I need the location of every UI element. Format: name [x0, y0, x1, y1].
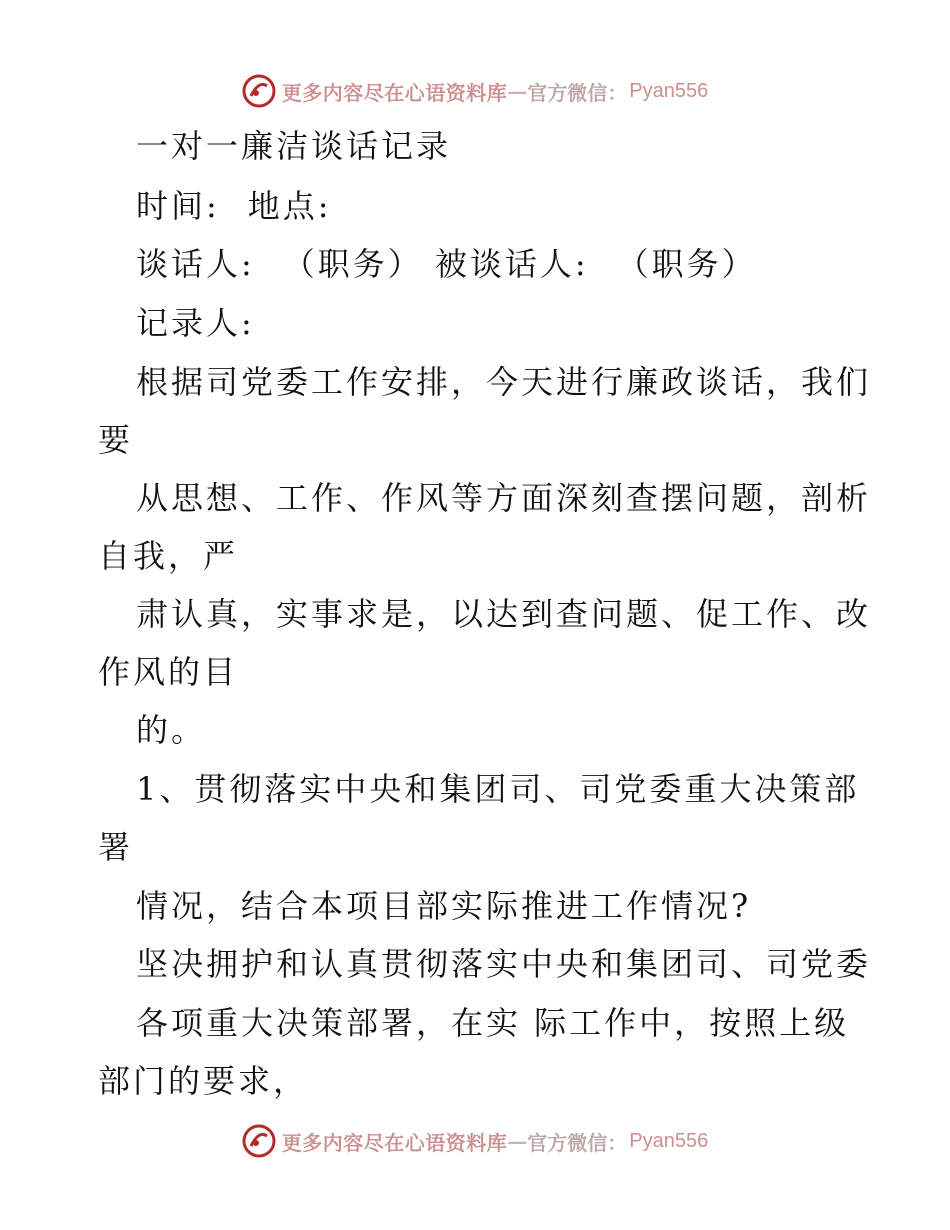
- paragraph-line: 情况，结合本项目部实际推进工作情况?: [136, 887, 752, 925]
- watermark-wechat-id: Pyan556: [629, 1129, 709, 1152]
- paragraph-line: 根据司党委工作安排，今天进行廉政谈话，我们: [136, 363, 872, 401]
- paragraph-line: 的。: [136, 711, 207, 749]
- paragraph-line: 自我，严: [98, 537, 239, 575]
- talkee-label: 被谈话人:: [434, 245, 589, 283]
- paragraph-line: 署: [98, 828, 134, 866]
- logo-icon: [242, 74, 276, 108]
- watermark-wechat-label: 官方微信：: [527, 1130, 628, 1155]
- talker-position: （职务）: [282, 245, 423, 283]
- paragraph-line: 从思想、工作、作风等方面深刻查摆问题，剖析: [136, 479, 872, 517]
- paragraph-line: 各项重大决策部署，在实 际工作中，按照上级: [136, 1004, 850, 1042]
- document-title: 一对一廉洁谈话记录: [136, 127, 452, 165]
- paragraph-line: 肃认真，实事求是，以达到查问题、促工作、改: [136, 595, 872, 633]
- watermark-wechat-label: 官方微信：: [527, 80, 628, 105]
- logo-icon: [242, 1124, 276, 1158]
- recorder-label: 记录人:: [136, 304, 255, 342]
- paragraph-line: 作风的目: [98, 653, 239, 691]
- time-label: 时间:: [136, 187, 220, 225]
- talker-label: 谈话人:: [136, 245, 255, 283]
- paragraph-line: 部门的要求，: [98, 1062, 309, 1100]
- paragraph-line: 要: [98, 421, 134, 459]
- participants-row: [136, 244, 757, 284]
- talkee-position: （职务）: [616, 245, 757, 283]
- time-place-row: [136, 186, 332, 226]
- header-watermark: [0, 71, 950, 111]
- watermark-separator: —: [507, 79, 528, 103]
- footer-watermark: [0, 1121, 950, 1161]
- watermark-text: 更多内容尽在心语资料库: [281, 80, 508, 105]
- paragraph-line: 坚决拥护和认真贯彻落实中央和集团司、司党委: [136, 945, 872, 983]
- watermark-separator: —: [507, 1129, 528, 1153]
- watermark-wechat-id: Pyan556: [629, 79, 709, 102]
- place-label: 地点:: [247, 187, 332, 225]
- watermark-text: 更多内容尽在心语资料库: [281, 1130, 508, 1155]
- paragraph-line: 1、贯彻落实中央和集团司、司党委重大决策部: [136, 770, 860, 808]
